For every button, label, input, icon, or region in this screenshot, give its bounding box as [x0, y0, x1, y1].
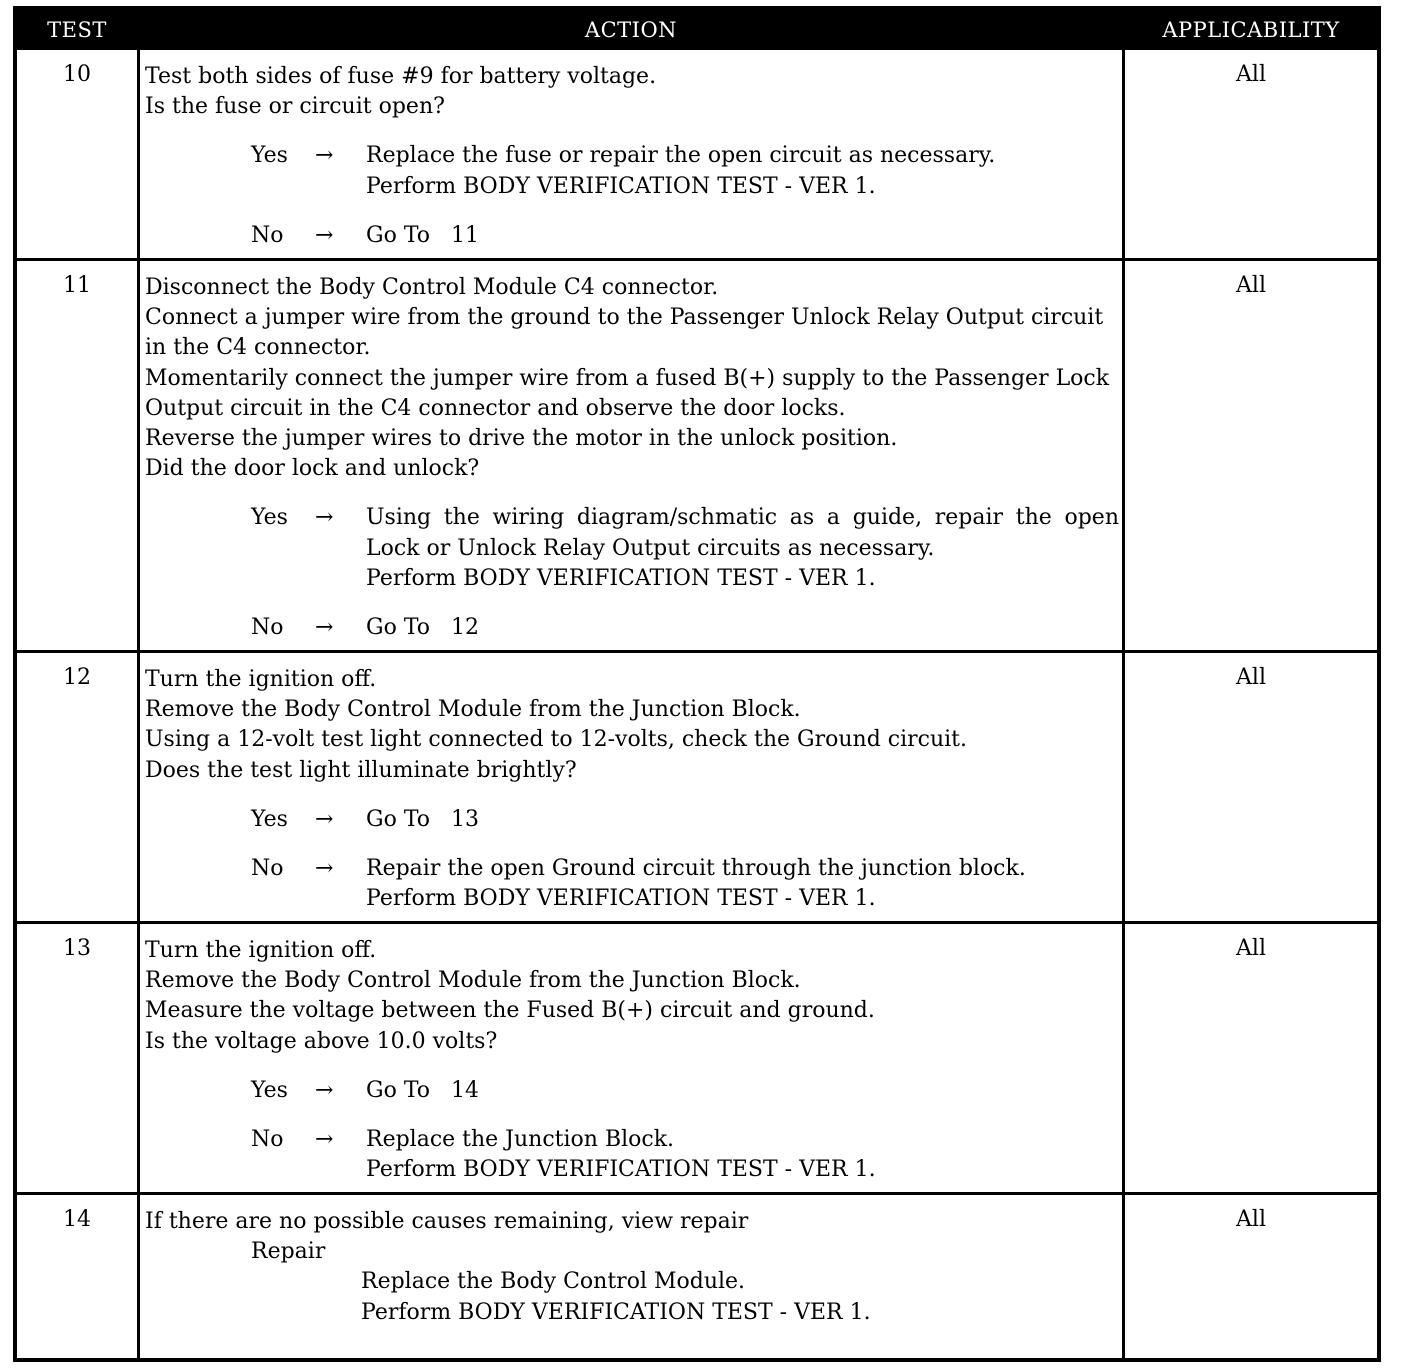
yes-option	[145, 141, 1119, 201]
action-cell	[145, 273, 1119, 643]
table-row	[17, 653, 1377, 924]
table-row	[17, 261, 1377, 653]
test-number: 13	[63, 936, 91, 961]
action-line: Is the fuse or circuit open?	[145, 94, 445, 120]
no-text: Perform BODY VERIFICATION TEST - VER 1.	[366, 886, 876, 912]
yes-option	[145, 1076, 1119, 1106]
action-line: Turn the ignition off.	[145, 938, 377, 963]
test-number: 12	[63, 665, 91, 690]
no-option	[145, 221, 1119, 251]
arrow-icon: →	[315, 806, 334, 832]
no-option	[145, 1125, 1119, 1185]
no-option	[145, 613, 1119, 643]
yes-option	[145, 805, 1119, 835]
action-line: Connect a jumper wire from the ground to the Passenger Unlock Relay Output circuit in the C4 connector.	[145, 305, 1104, 361]
no-label: No	[251, 615, 284, 641]
arrow-icon: →	[315, 1127, 334, 1153]
action-cell	[145, 936, 1119, 1185]
table-row	[17, 1195, 1377, 1358]
action-cell	[145, 665, 1119, 914]
table-row	[17, 50, 1377, 261]
no-option	[145, 854, 1119, 914]
applicability-value: All	[1236, 936, 1266, 961]
header-action: ACTION	[584, 18, 678, 42]
yes-label: Yes	[251, 505, 288, 531]
arrow-icon: →	[315, 615, 334, 641]
action-line: Is the voltage above 10.0 volts?	[145, 1028, 498, 1054]
applicability-value: All	[1236, 1207, 1266, 1232]
arrow-icon: →	[315, 856, 334, 882]
no-text: Replace the Junction Block.	[366, 1127, 675, 1153]
arrow-icon: →	[315, 1077, 334, 1103]
yes-text: Go To 14	[366, 1077, 479, 1103]
action-cell	[145, 62, 1119, 251]
action-line: Remove the Body Control Module from the Junction Block.	[145, 968, 801, 994]
yes-text: Perform BODY VERIFICATION TEST - VER 1.	[366, 565, 876, 591]
action-cell	[145, 1207, 1119, 1328]
no-label: No	[251, 222, 284, 248]
arrow-icon: →	[315, 222, 334, 248]
action-line: Measure the voltage between the Fused B(+) circuit and ground.	[145, 998, 875, 1024]
diagnostic-table	[13, 6, 1381, 1362]
applicability-value: All	[1236, 665, 1266, 690]
table-header	[17, 10, 1377, 50]
no-text: Go To 11	[366, 222, 479, 248]
no-text: Repair the open Ground circuit through the junction block.	[366, 856, 1026, 882]
action-line: Reverse the jumper wires to drive the motor in the unlock position.	[145, 426, 898, 452]
yes-text: Go To 13	[366, 806, 479, 832]
no-text: Perform BODY VERIFICATION TEST - VER 1.	[366, 1157, 876, 1183]
action-line: If there are no possible causes remaining, view repair	[145, 1209, 749, 1234]
test-number: 10	[63, 62, 91, 87]
table-row	[17, 924, 1377, 1195]
action-line: Did the door lock and unlock?	[145, 456, 480, 482]
header-applicability: APPLICABILITY	[1162, 18, 1340, 42]
test-number: 14	[63, 1207, 91, 1232]
action-line: Remove the Body Control Module from the Junction Block.	[145, 697, 801, 723]
yes-label: Yes	[251, 806, 288, 832]
header-test: TEST	[47, 18, 107, 42]
repair-text: Replace the Body Control Module.	[361, 1269, 746, 1295]
applicability-value: All	[1236, 62, 1266, 87]
action-line: Momentarily connect the jumper wire from a fused B(+) supply to the Passenger Lock Output circuit in the C4 connector and observe the door locks.	[145, 365, 1110, 421]
yes-label: Yes	[251, 143, 288, 169]
yes-text: Replace the fuse or repair the open circuit as necessary.	[366, 143, 996, 169]
no-label: No	[251, 856, 284, 882]
no-text: Go To 12	[366, 615, 479, 641]
yes-label: Yes	[251, 1077, 288, 1103]
action-line: Disconnect the Body Control Module C4 connector.	[145, 275, 719, 300]
yes-text: Perform BODY VERIFICATION TEST - VER 1.	[366, 173, 876, 199]
yes-text: Using the wiring diagram/schmatic as a guide, repair the open Lock or Unlock Relay Output circuits as necessary.	[366, 505, 1119, 561]
applicability-value: All	[1236, 273, 1266, 298]
repair-label: Repair	[251, 1239, 326, 1265]
action-line: Does the test light illuminate brightly?	[145, 757, 577, 783]
arrow-icon: →	[315, 505, 334, 531]
action-line: Turn the ignition off.	[145, 667, 377, 692]
no-label: No	[251, 1127, 284, 1153]
yes-option	[145, 503, 1119, 594]
arrow-icon: →	[315, 143, 334, 169]
action-line: Using a 12-volt test light connected to 12-volts, check the Ground circuit.	[145, 727, 968, 753]
repair-text: Perform BODY VERIFICATION TEST - VER 1.	[361, 1299, 871, 1325]
test-number: 11	[63, 273, 91, 298]
action-line: Test both sides of fuse #9 for battery voltage.	[145, 64, 657, 89]
